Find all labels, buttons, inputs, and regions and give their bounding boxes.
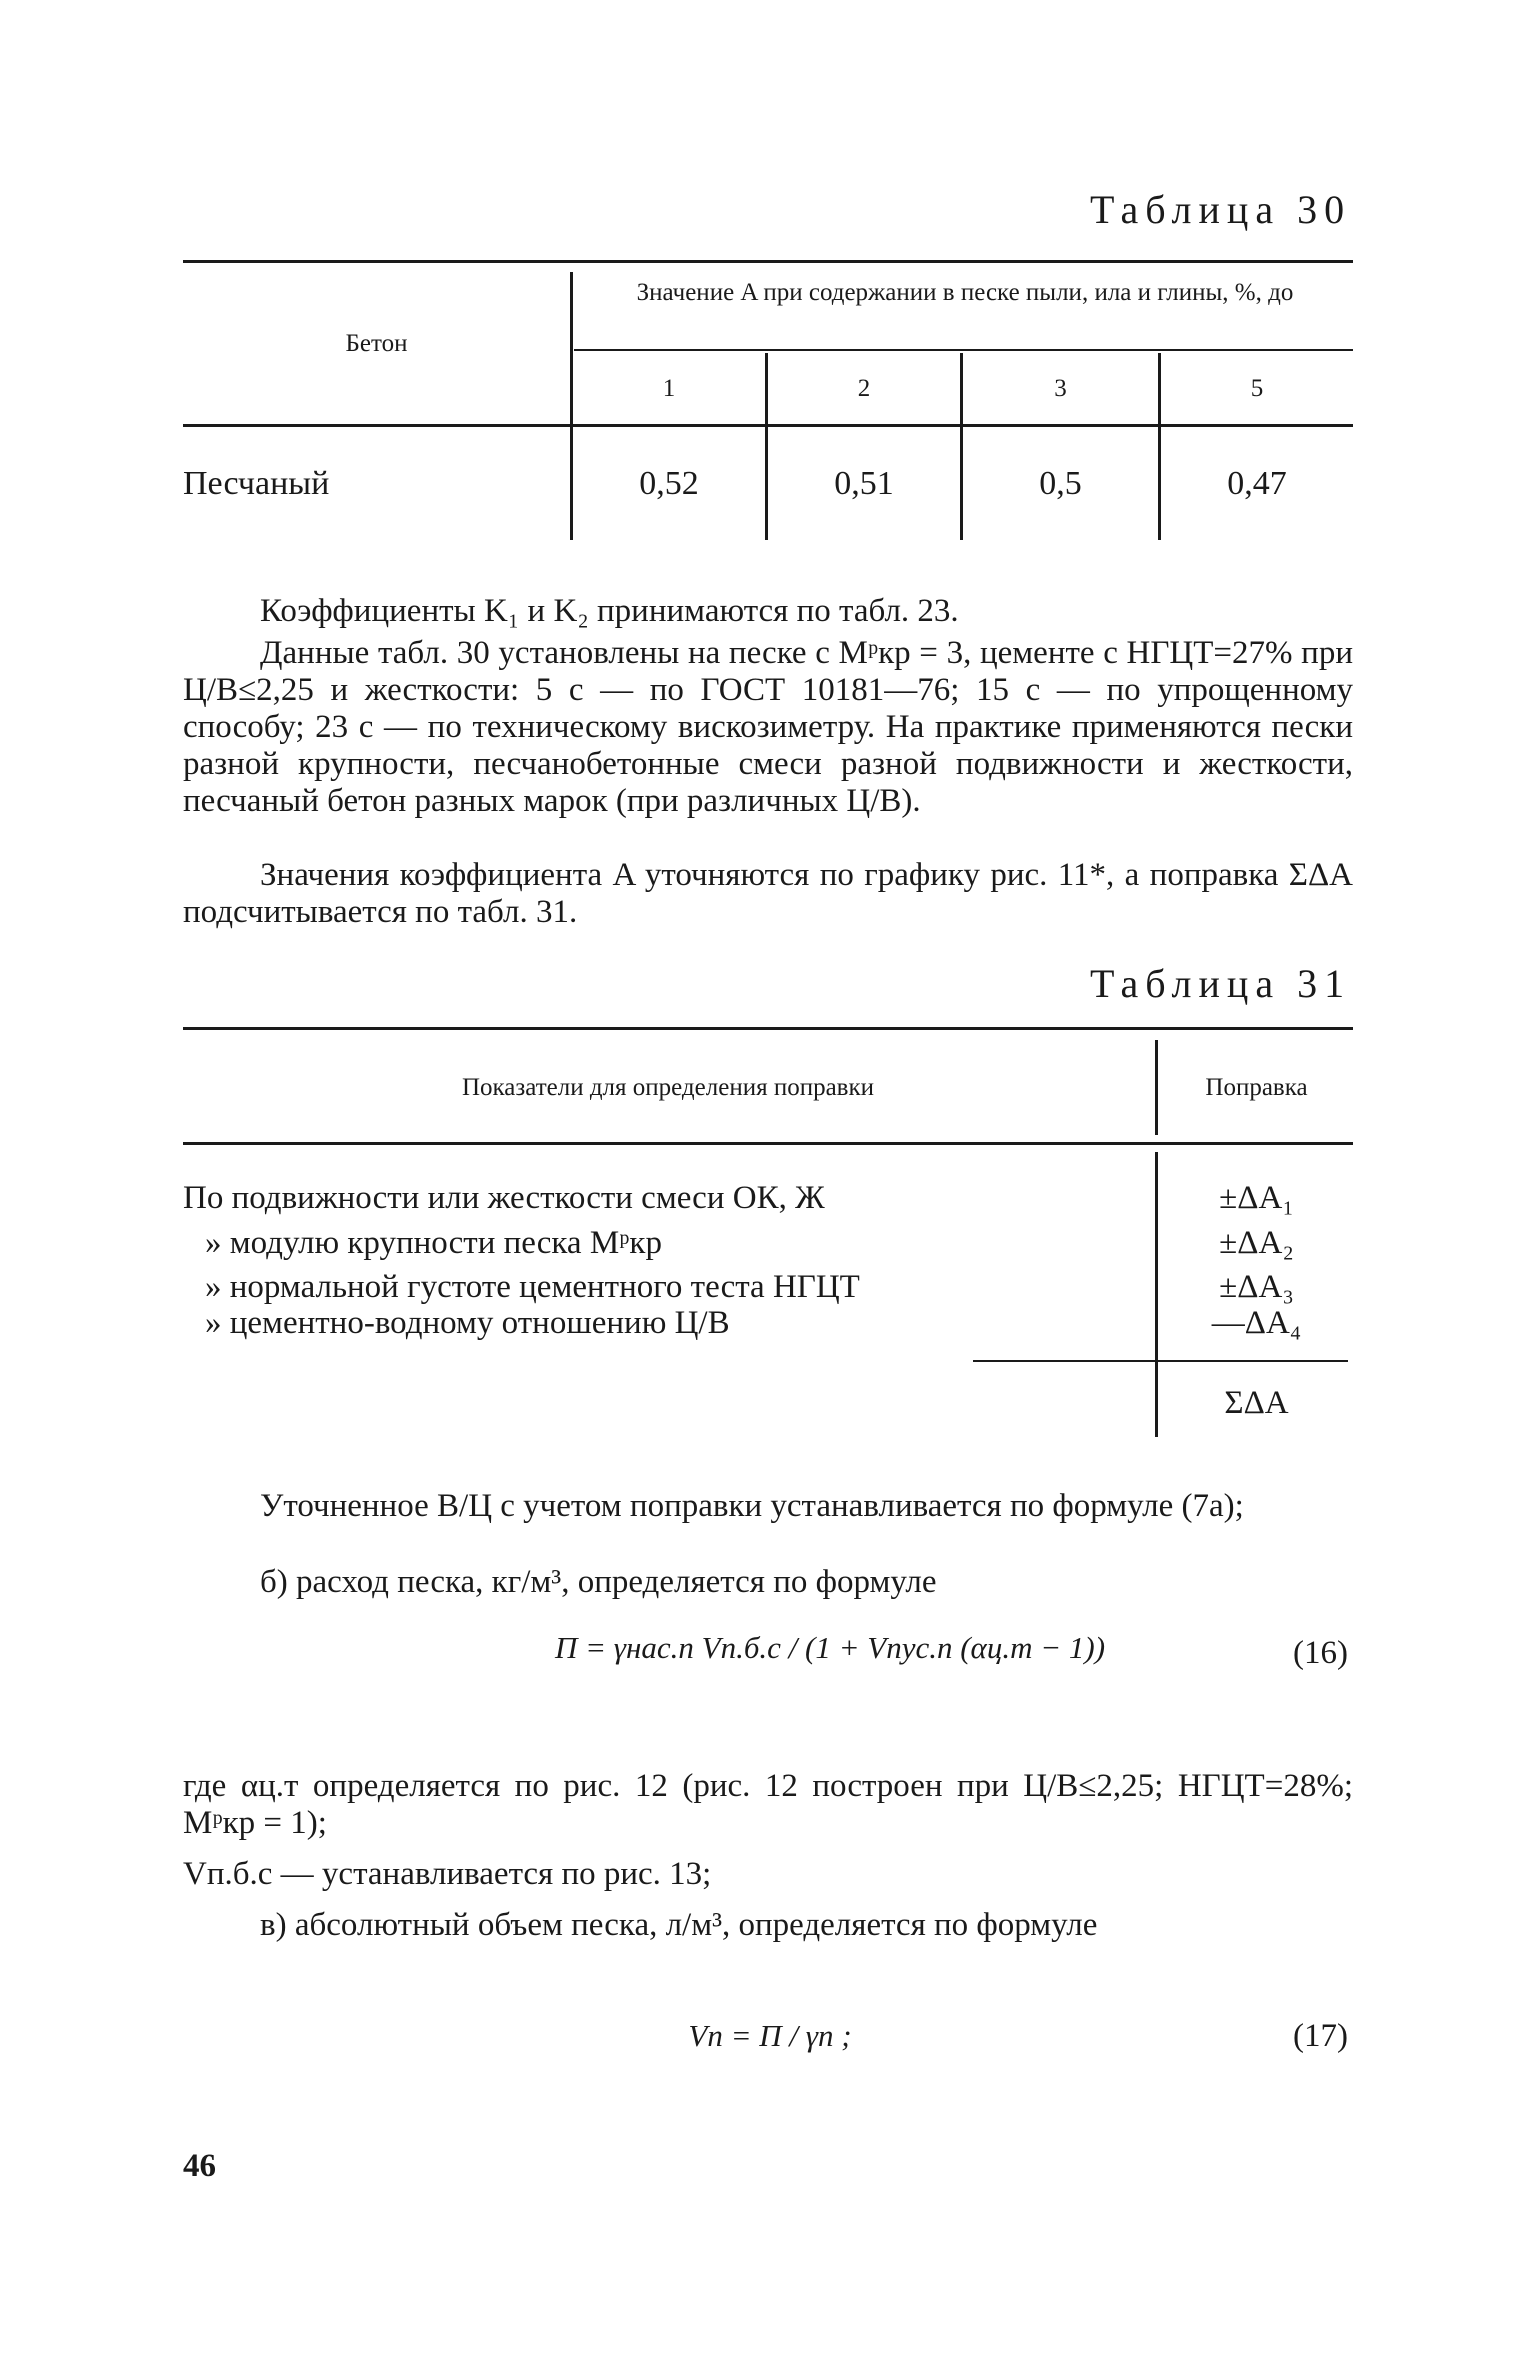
correction-value: ±ΔA₂ (1219, 1225, 1294, 1261)
formula-17: Vп = П / γп ; (688, 2018, 852, 2053)
paragraph: Коэффициенты K₁ и K₂ принимаются по табл. 23. (260, 593, 959, 629)
paragraph: в) абсолютный объем песка, л/м³, определяется по формуле (260, 1907, 1098, 1943)
table-31-header-rule (183, 1142, 1353, 1145)
table-30-cell: 0,47 (1227, 465, 1287, 502)
table-row: » модулю крупности песка Mᵖкр (205, 1225, 662, 1261)
table-30-subheader: 3 (1054, 375, 1067, 402)
formula-16: П = γнас.п Vп.б.с / (1 + Vпус.п (αц.т − 1)) (554, 1630, 1106, 1665)
paragraph: Значения коэффициента A уточняются по графику рис. 11*, а поправка ΣΔA подсчитывается по табл. 31. (183, 857, 1353, 930)
table-31-divider (1155, 1152, 1158, 1437)
table-30-row-label: Песчаный (183, 465, 330, 502)
table-31-divider (1155, 1040, 1158, 1135)
table-row: » нормальной густоте цементного теста НГЦТ (205, 1269, 860, 1305)
table-30-header-rule (183, 424, 1353, 427)
table-30-top-rule (183, 260, 1353, 263)
table-30-cell: 0,51 (834, 465, 894, 502)
correction-value: ±ΔA₃ (1219, 1269, 1294, 1305)
table-31-top-rule (183, 1027, 1353, 1030)
table-30-header-group: Значение A при содержании в песке пыли, ила и глины, %, до (636, 279, 1294, 306)
table-31-header-left: Показатели для определения поправки (461, 1074, 875, 1101)
table-31-sum-rule (973, 1360, 1348, 1362)
table-30-subheader: 1 (662, 375, 676, 402)
correction-value: ±ΔA₁ (1219, 1180, 1294, 1216)
table-30-caption: Таблица 30 (1090, 187, 1352, 232)
paragraph: б) расход песка, кг/м³, определяется по формуле (260, 1564, 937, 1600)
table-30-cell: 0,52 (639, 465, 699, 502)
paragraph: Vп.б.с — устанавливается по рис. 13; (183, 1856, 712, 1892)
table-30-subheader-rule (574, 349, 1353, 351)
formula-16-number: (16) (1293, 1635, 1348, 1671)
formula-17-number: (17) (1293, 2018, 1348, 2054)
table-row: По подвижности или жесткости смеси ОК, Ж (183, 1180, 825, 1216)
table-30-header-concrete: Бетон (345, 330, 408, 357)
paragraph: Данные табл. 30 установлены на песке с Mᵖкр = 3, цементе с НГЦТ=27% при Ц/В≤2,25 и жесткости: 5 с — по ГОСТ 10181—76; 15 с — по упрощенному способу; 23 с — по техническому вискозиметру. На практике применяются пески разной крупности, песчанобетонные смеси разной подвижности и жесткости, песчаный бетон разных марок (при различных Ц/В). (183, 635, 1353, 819)
table-30-subheader: 2 (857, 375, 871, 402)
correction-value: —ΔA₄ (1211, 1305, 1302, 1341)
table-31-header-right: Поправка (1205, 1074, 1308, 1101)
table-30-subheader: 5 (1250, 375, 1264, 402)
correction-total: ΣΔA (1224, 1385, 1289, 1421)
table-30-cell: 0,5 (1039, 465, 1082, 502)
paragraph: где αц.т определяется по рис. 12 (рис. 12 построен при Ц/В≤2,25; НГЦТ=28%; Mᵖкр = 1); (183, 1768, 1353, 1841)
table-31-caption: Таблица 31 (1090, 961, 1352, 1006)
paragraph: Уточненное В/Ц с учетом поправки устанавливается по формуле (7а); (260, 1488, 1244, 1524)
table-row: » цементно-водному отношению Ц/В (205, 1305, 730, 1341)
page-number: 46 (183, 2148, 216, 2184)
